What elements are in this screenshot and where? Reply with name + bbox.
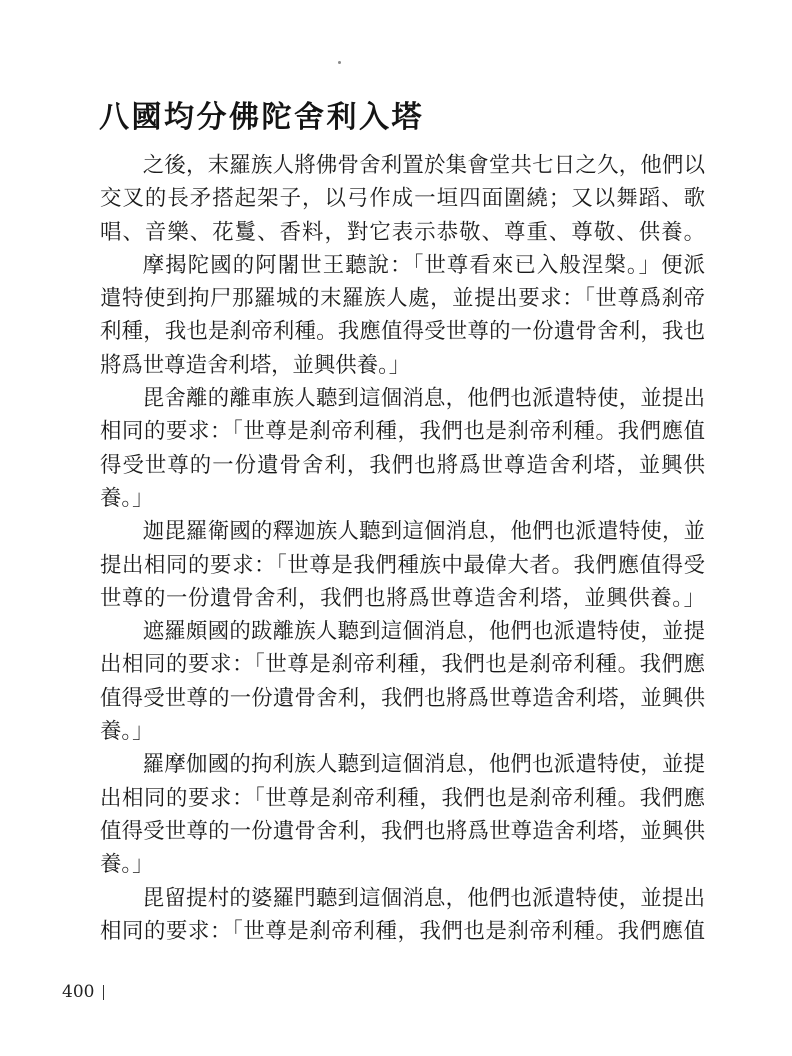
footer-divider: [103, 985, 104, 1000]
text-line: 毘舍離的離車族人聽到這個消息，他們也派遣特使，並提出: [142, 386, 705, 412]
text-line: 之後，末羅族人將佛骨舍利置於集會堂共七日之久，他們以: [142, 153, 705, 178]
page-footer: [62, 982, 104, 1002]
text-line: 得受世尊的一份遺骨舍利，我們也將爲世尊造舍利塔，並興供: [100, 452, 705, 478]
text-line: 交叉的長矛搭起架子，以弓作成一垣四面圍繞；又以舞蹈、歌: [100, 186, 705, 212]
text-line: 遮羅頗國的跋離族人聽到這個消息，他們也派遣特使，並提: [142, 619, 705, 645]
chapter-title: 八國均分佛陀舍利入塔: [99, 100, 424, 136]
text-line: 遣特使到拘尸那羅城的末羅族人處，並提出要求：「世尊爲刹帝: [100, 286, 705, 312]
text-line: 出相同的要求：「世尊是刹帝利種，我們也是刹帝利種。我們應: [100, 652, 705, 678]
text-line: 唱、音樂、花鬘、香料，對它表示恭敬、尊重、尊敬、供養。: [100, 219, 705, 245]
text-line: 摩揭陀國的阿闍世王聽說：「世尊看來已入般涅槃。」便派: [142, 252, 705, 278]
text-line: 值得受世尊的一份遺骨舍利，我們也將爲世尊造舍利塔，並興供: [100, 685, 705, 711]
text-line: 將爲世尊造舍利塔，並興供養。」: [100, 352, 411, 378]
page-number: 400: [62, 982, 95, 1002]
text-line: 世尊的一份遺骨舍利，我們也將爲世尊造舍利塔，並興供養。」: [100, 585, 705, 611]
text-line: 利種，我也是刹帝利種。我應值得受世尊的一份遺骨舍利，我也: [100, 319, 705, 345]
text-line: 相同的要求：「世尊是刹帝利種，我們也是刹帝利種。我們應值: [100, 918, 705, 944]
text-line: 毘留提村的婆羅門聽到這個消息，他們也派遣特使，並提出: [142, 885, 705, 911]
text-line: 值得受世尊的一份遺骨舍利，我們也將爲世尊造舍利塔，並興供: [100, 818, 705, 844]
text-line: 養。」: [100, 719, 154, 745]
print-speck: [338, 61, 341, 64]
text-line: 迦毘羅衛國的釋迦族人聽到這個消息，他們也派遣特使，並: [142, 519, 705, 545]
text-line: 出相同的要求：「世尊是刹帝利種，我們也是刹帝利種。我們應: [100, 785, 705, 811]
text-line: 羅摩伽國的拘利族人聽到這個消息，他們也派遣特使，並提: [142, 752, 705, 778]
text-line: 相同的要求：「世尊是刹帝利種，我們也是刹帝利種。我們應值: [100, 419, 705, 445]
text-line: 提出相同的要求：「世尊是我們種族中最偉大者。我們應值得受: [100, 552, 705, 578]
text-line: 養。」: [100, 852, 154, 878]
text-line: 養。」: [100, 485, 154, 511]
body-text: [100, 149, 705, 948]
